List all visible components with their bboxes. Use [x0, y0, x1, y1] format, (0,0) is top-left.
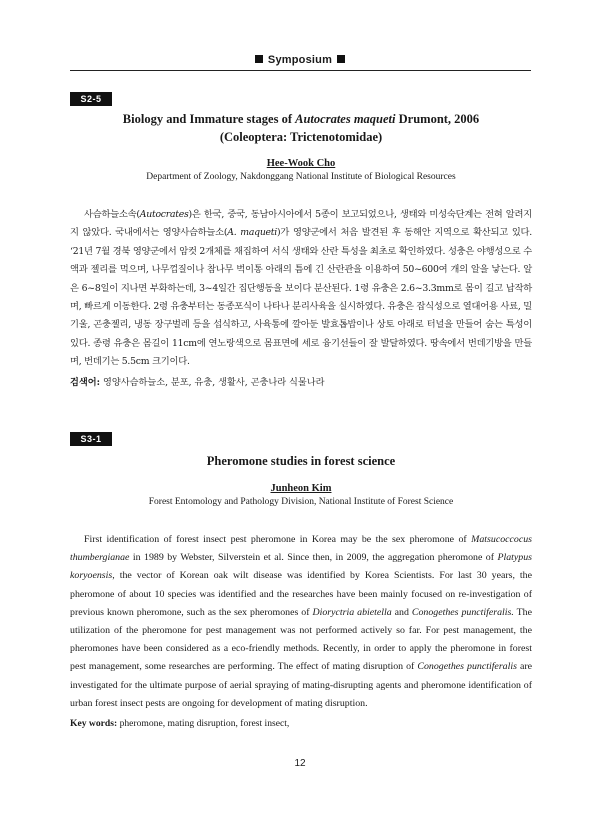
abstract-body — [70, 206, 532, 372]
keywords-line — [70, 376, 532, 390]
species-name: Conogethes punctiferalis — [417, 661, 517, 673]
body-text: The utilization of the pheromone for pest management was not performed actively so far. For pest management, the pheromones have been considered as a eco-friendly methods. Recently, in order to apply the pheromone in forest pest management, some researches are performing. The effect of mating disruption of — [70, 606, 532, 673]
body-text: 사슴하늘소속( — [84, 209, 140, 220]
keywords-text: 영양사슴하늘소, 분포, 유충, 생활사, 곤충나라 식물나라 — [102, 376, 325, 388]
body-text: , the vector of Korean oak wilt disease was identified by Korea Scientists. For last 30 years, the pheromone of about 10 species was identified and the researches have been mainly focused on re-investigation of previous known pheromone, such as the sex pheromones of — [70, 570, 532, 618]
abstract-body — [70, 531, 532, 713]
header-label: Symposium — [267, 54, 333, 66]
title-text: Biology and Immature stages of — [122, 112, 296, 126]
species-name: Dioryctria abietella — [312, 606, 392, 618]
author-name: Junheon Kim — [270, 483, 332, 494]
page-number: 12 — [294, 758, 306, 769]
title-text: Drumont, 2006 — [395, 112, 480, 126]
keywords-text: pheromone, mating disruption, forest insect, — [119, 718, 290, 730]
abstract-s2-5 — [70, 110, 532, 390]
keywords-label: 검색어: — [70, 376, 101, 388]
abstract-title: Pheromone studies in forest science — [206, 454, 396, 468]
body-text: are investigated for the ultimate purpose of aerial spraying of mating-disrupting agents and pheromone identification of urban forest insect pests are ongoing for development of mating disruption. — [70, 661, 533, 709]
body-text: and — [391, 606, 412, 618]
body-text: First identification of forest insect pest pheromone in Korea may be the sex pheromone of — [84, 534, 472, 545]
abstract-code-badge: S2-5 — [70, 92, 112, 106]
header-divider — [70, 70, 531, 71]
species-name: Autocrates — [139, 209, 189, 220]
square-bullet-icon — [337, 55, 345, 63]
author-affiliation: Department of Zoology, Nakdonggang National Institute of Biological Resources — [146, 172, 456, 182]
abstract-s3-1 — [70, 452, 532, 731]
species-name: Conogethes punctiferalis. — [411, 606, 514, 618]
author-affiliation: Forest Entomology and Pathology Division, National Institute of Forest Science — [148, 497, 454, 507]
keywords-label: Key words: — [70, 718, 118, 730]
body-text: )가 영양군에서 처음 발견된 후 동해안 지역으로 확산되고 있다. ‘21년 7월 경북 영양군에서 암컷 2개체를 채집하여 서식 생태와 산란 특성을 최초로 확인하였다. 성충은 야행성으로 수액과 젤리를 먹으며, 나무껍질이나 참나무 벅이통 아래의 틈에 긴 산란관을 이용하여 50~600여 개의 알을 낳는다. 알은 6~8일이 지나면 부화하는데, 3~4일간 집단행동을 보이다 분산된다. 1령 유충은 2.6~3.3mm로 몸이 길고 납작하며, 빠르게 이동한다. 2령 유충부터는 동종포식이 나타나 분리사육을 실시하였다. 유충은 잡식성으로 열대어용 사료, 밀기울, 곤충젤리, 냉동 장구벌레 등을 섭식하고, 사육통에 깔아둔 발효톱밥이나 상토 아래로 터널을 만들어 숨는 특성이 있다. 종령 유충은 몸길이 11cm에 연노랑색으로 몸표면에 세로 융기선들이 잘 발달하였다. 땅속에서 번데기방을 만들며, 번데기는 5.5cm 크기이다. — [70, 227, 533, 368]
square-bullet-icon — [255, 55, 263, 63]
body-text: )은 한국, 중국, 동남아시아에서 5종이 보고되었으나, 생태와 미성숙단계는 전혀 알려지지 않았다. 국내에서는 영양사슴하늘소( — [70, 209, 532, 239]
author-name: Hee-Wook Cho — [266, 158, 336, 169]
species-name: Matsucoccocus thumbergianae — [70, 534, 532, 564]
title-text: (Coleoptera: Trictenotomidae) — [219, 130, 383, 144]
abstract-code-badge: S3-1 — [70, 432, 112, 446]
body-text: in 1989 by Webster, Silverstein et al. Since then, in 2009, the aggregation pheromone of — [129, 552, 498, 564]
species-name: A. maqueti — [227, 227, 278, 239]
keywords-line — [70, 717, 532, 731]
title-species: Autocrates maqueti — [295, 112, 396, 126]
abstract-title — [70, 110, 532, 146]
species-name: Platypus koryoensis — [70, 552, 532, 582]
running-header — [0, 54, 600, 66]
